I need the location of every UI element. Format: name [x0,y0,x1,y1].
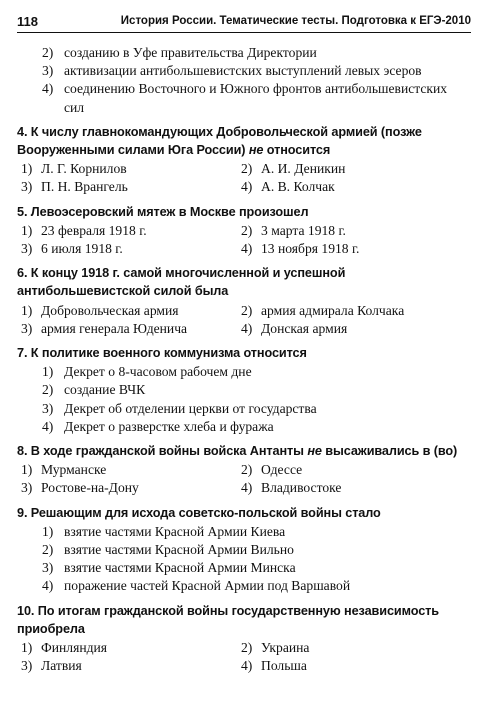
option-number: 4) [241,480,253,496]
answer-options [21,160,473,196]
answer-option [21,639,241,657]
option-number: 4) [241,179,253,195]
option-text: Декрет о 8-часовом рабочем дне [64,364,252,380]
option-text: создание ВЧК [64,382,146,398]
question-text-start: 10. По итогам гражданской войны государственную независимость приобрела [17,603,439,636]
option-number: 4) [42,81,54,97]
answer-option [241,302,471,320]
option-text: Ростове-на-Дону [41,480,139,496]
answer-options [17,523,473,596]
answer-option [21,240,241,258]
answer-option [241,240,471,258]
answer-option [21,320,241,338]
option-text: Декрет о разверстке хлеба и фуража [64,418,274,434]
option-number: 3) [21,241,33,257]
option-number: 1) [21,161,33,177]
question-text [17,504,473,522]
option-number: 3) [21,480,33,496]
answer-options [17,44,473,117]
option-number: 2) [241,222,253,238]
option-text: П. Н. Врангель [41,179,128,195]
question-text [17,602,473,638]
answer-options [17,363,473,436]
option-text: соединению Восточного и Южного фронтов антибольшевистских сил [64,81,448,115]
option-number: 2) [241,462,253,478]
running-header [17,10,471,33]
question-text-end: высаживались в (во) [321,444,458,459]
question-text-start: 6. К концу 1918 г. самой многочисленной и успешной антибольшевистской силой была [17,266,346,299]
option-text: Финляндия [41,640,108,656]
question-block [17,123,473,197]
answer-option [241,222,471,240]
option-number: 1) [21,640,33,656]
question-block [17,504,473,596]
option-text: Украина [261,640,310,656]
answer-option [42,541,473,559]
answer-option [241,461,471,479]
option-text: активизации антибольшевистских выступлений левых эсеров [64,63,422,79]
answer-option [42,62,473,80]
answer-option [42,381,473,399]
answer-option [42,44,473,62]
option-text: взятие частями Красной Армии Минска [64,560,296,576]
option-text: армия генерала Юденича [41,320,188,336]
option-text: Одессе [261,462,303,478]
option-number: 4) [42,578,54,594]
question-block [17,203,473,259]
option-number: 2) [42,45,54,60]
book-title: История России. Тематические тесты. Подготовка к ЕГЭ-2010 [120,15,471,27]
answer-option [42,523,473,541]
answer-option [21,657,241,675]
negation-emphasis: не [307,444,322,459]
question-text [17,203,473,221]
question-text-start: 4. К числу главнокомандующих Добровольческой армией (позже Вооруженными силами Юга России) [17,124,422,158]
answer-option [42,400,473,418]
question-list [17,123,473,676]
option-number: 2) [42,382,54,398]
option-number: 3) [21,179,33,195]
answer-option [241,320,471,338]
question-text-start: 5. Левоэсеровский мятеж в Москве произошел [17,204,309,219]
answer-option [42,559,473,577]
option-number: 4) [42,418,54,434]
question-text [17,442,473,460]
option-number: 2) [241,302,253,318]
option-text: Декрет об отделении церкви от государства [64,400,317,416]
option-text: А. И. Деникин [261,161,346,177]
option-text: Донская армия [261,320,348,336]
option-number: 1) [21,302,33,318]
option-text: 23 февраля 1918 г. [41,222,147,238]
answer-option [241,178,471,196]
question-text [17,264,473,300]
page-body [17,44,473,682]
question-text [17,344,473,362]
option-number: 4) [241,320,253,336]
question-text-start: 7. К политике военного коммунизма относится [17,346,307,361]
option-number: 3) [42,63,54,79]
answer-option [21,178,241,196]
question-block [17,442,473,498]
option-text: взятие частями Красной Армии Вильно [64,542,294,558]
answer-options [21,222,473,258]
answer-option [241,639,471,657]
answer-option [241,160,471,178]
option-number: 4) [241,658,253,674]
answer-option [42,363,473,381]
option-number: 3) [21,658,33,674]
answer-option [42,577,473,595]
option-text: Владивостоке [261,480,342,496]
question-text-start: 9. Решающим для исхода советско-польской войны стало [17,505,381,520]
option-text: Латвия [41,658,82,674]
option-number: 1) [21,222,33,238]
question-block [17,264,473,338]
answer-option [21,461,241,479]
option-text: армия адмирала Колчака [261,302,405,318]
option-number: 3) [42,560,54,576]
answer-option [21,160,241,178]
option-text: взятие частями Красной Армии Киева [64,523,286,539]
answer-options [21,639,473,675]
option-text: 3 марта 1918 г. [261,222,346,238]
option-number: 2) [42,542,54,558]
answer-option [241,479,471,497]
question-block [17,344,473,436]
question-block [17,602,473,676]
option-number: 1) [42,364,54,380]
option-text: Л. Г. Корнилов [41,161,127,177]
answer-option [21,222,241,240]
option-text: Мурманске [41,462,107,478]
option-text: Добровольческая армия [41,302,179,318]
answer-options [21,302,473,338]
option-text: А. В. Колчак [261,179,335,195]
option-number: 2) [241,640,253,656]
option-text: 13 ноября 1918 г. [261,241,360,257]
answer-option [42,80,473,116]
option-text: поражение частей Красной Армии под Варшавой [64,578,351,594]
option-number: 4) [241,241,253,257]
answer-option [21,479,241,497]
option-text: 6 июля 1918 г. [41,241,123,257]
option-text: созданию в Уфе правительства Директории [64,45,317,60]
answer-option [42,418,473,436]
option-number: 2) [241,161,253,177]
question-text-start: 8. В ходе гражданской войны войска Антанты [17,444,308,459]
page-number: 118 [17,14,38,29]
negation-emphasis: не [248,143,264,158]
question-text [17,123,473,159]
option-number: 1) [42,523,54,539]
option-number: 3) [42,400,54,416]
option-text: Польша [261,658,307,674]
option-number: 1) [21,462,33,478]
option-number: 3) [21,320,33,336]
previous-question-continuation [17,44,473,117]
question-text-end: относится [263,143,331,158]
answer-options [21,461,473,497]
answer-option [241,657,471,675]
answer-option [21,302,241,320]
